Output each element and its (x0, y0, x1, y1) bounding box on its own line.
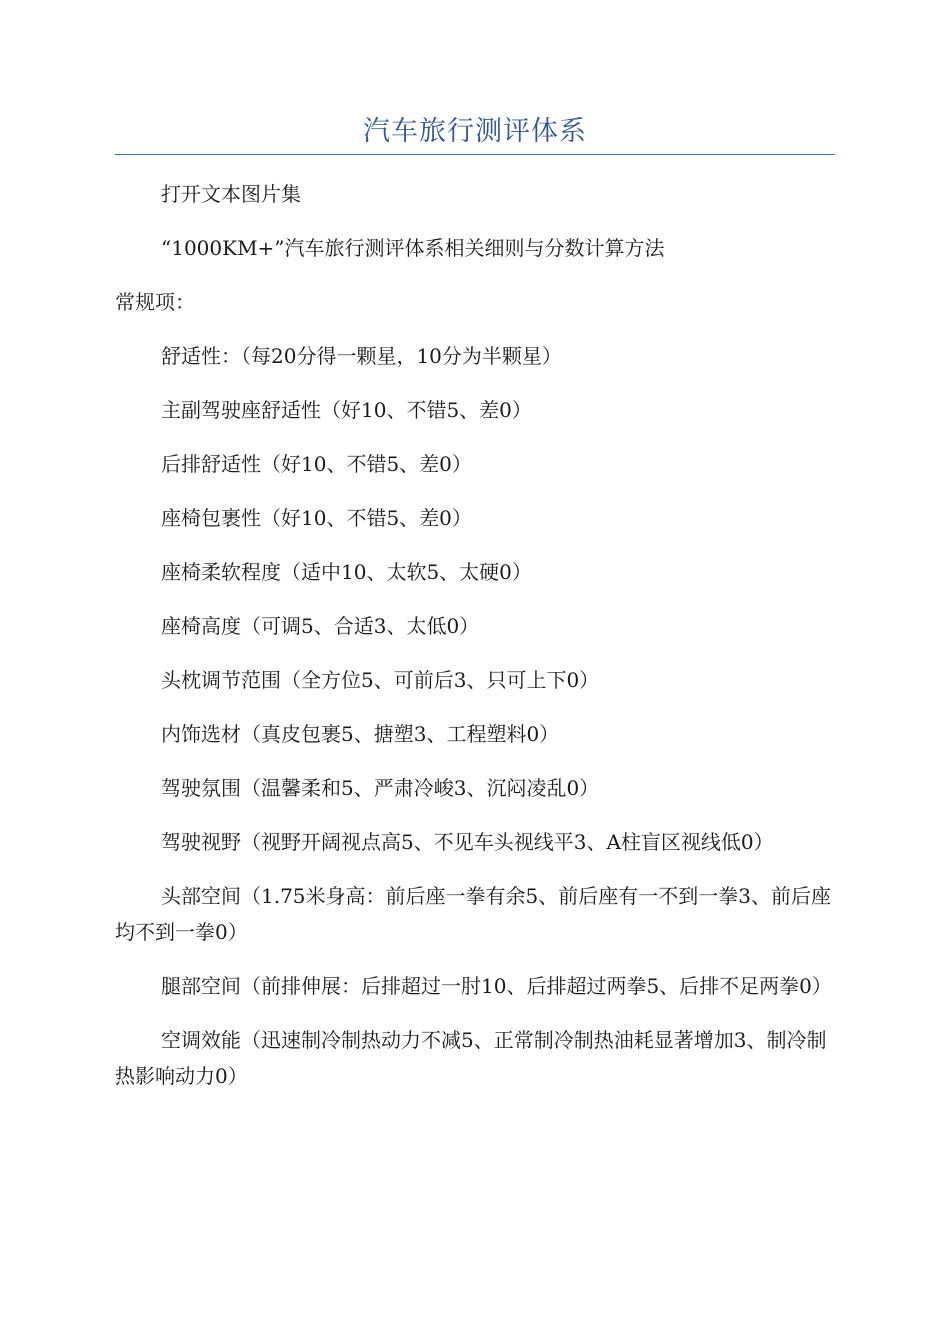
paragraph: 头部空间（1.75米身高：前后座一拳有余5、前后座有一不到一拳3、前后座均不到一拳0） (115, 884, 831, 944)
paragraph: 座椅高度（可调5、合适3、太低0） (161, 614, 480, 638)
paragraph: 头枕调节范围（全方位5、可前后3、只可上下0） (161, 668, 600, 692)
paragraph: 驾驶氛围（温馨柔和5、严肃冷峻3、沉闷凌乱0） (161, 776, 600, 800)
document-title: 汽车旅行测评体系 (363, 116, 587, 147)
paragraph: 驾驶视野（视野开阔视点高5、不见车头视线平3、A柱盲区视线低0） (161, 830, 774, 854)
paragraph: 腿部空间（前排伸展：后排超过一肘10、后排超过两拳5、后排不足两拳0） (161, 974, 832, 998)
paragraph: 内饰选材（真皮包裹5、搪塑3、工程塑料0） (161, 722, 560, 746)
paragraph: 主副驾驶座舒适性（好10、不错5、差0） (161, 398, 532, 422)
paragraph: 空调效能（迅速制冷制热动力不减5、正常制冷制热油耗显著增加3、制冷制热影响动力0） (115, 1028, 827, 1088)
section-heading: 常规项： (115, 290, 195, 314)
paragraph: 座椅包裹性（好10、不错5、差0） (161, 506, 472, 530)
paragraph: 后排舒适性（好10、不错5、差0） (161, 452, 472, 476)
paragraph: 座椅柔软程度（适中10、太软5、太硬0） (161, 560, 532, 584)
document-body (115, 176, 835, 1112)
paragraph: 打开文本图片集 (161, 182, 301, 206)
paragraph: 舒适性：（每20分得一颗星，10分为半颗星） (161, 344, 562, 368)
paragraph: “1000KM+”汽车旅行测评体系相关细则与分数计算方法 (161, 236, 665, 260)
title-underline (115, 154, 835, 155)
